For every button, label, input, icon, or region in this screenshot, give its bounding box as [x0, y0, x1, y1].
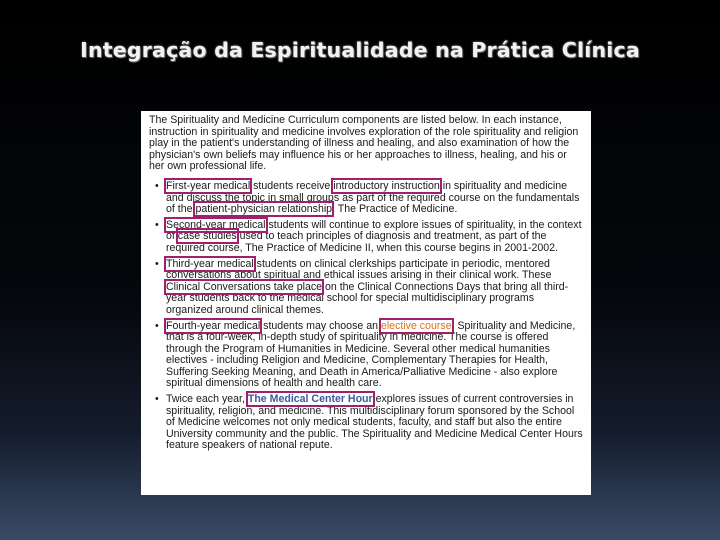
list-text: explores issues of current controversies in spirituality, religion, and medicine. This multidisciplinary forum sponsored by the School of Medicine welcomes not only medical students, faculty, and staff but also the entire University community and the public. The Spirituality and Medicine Medical Center Hours feature speakers of national repute. — [166, 393, 583, 452]
highlight-fourth-year-medical: Fourth-year medical — [166, 319, 261, 332]
highlight-introductory-instruction: introductory instruction — [333, 179, 440, 192]
list-text: in spirituality and medicine and discuss the topic in small groups as part of the required course on the fundamentals of the — [166, 179, 580, 216]
list-item-fourth-year — [166, 321, 583, 391]
list-text: , The Practice of Medicine. — [332, 203, 458, 216]
list-text: students on clinical clerkships participate in periodic, mentored conversations about spiritual and ethical issues arising in their clinical work. These — [166, 257, 552, 282]
curriculum-list — [149, 181, 583, 452]
highlight-medical-center-hour: The Medical Center Hour — [247, 393, 373, 406]
highlight-third-year-medical: Third-year medical — [166, 257, 254, 270]
list-text: students receive — [250, 179, 334, 192]
highlight-clinical-conversations: Clinical Conversations take place — [166, 280, 323, 293]
intro-paragraph: The Spirituality and Medicine Curriculum components are listed below. In each instance, instruction in spirituality and medicine involves exploration of the role spirituality and religion play in the patient's understanding of illness and healing, and also examination of how the physician's own beliefs may influence his or her approaches to illness, healing, and his or her own professional life. — [149, 114, 579, 173]
highlight-patient-physician-relationship: patient-physician relationship — [195, 203, 333, 216]
list-item-medical-center-hour — [166, 394, 583, 452]
highlight-second-year-medical: Second-year medical — [166, 218, 266, 231]
document-excerpt — [141, 111, 591, 495]
highlight-elective-course: elective course — [380, 319, 452, 332]
list-text: used to teach principles of diagnosis and treatment, as part of the required course, The Practice of Medicine II, when this course begins in 2001-2002. — [166, 230, 558, 254]
list-item-third-year — [166, 259, 583, 317]
list-text: students may choose an — [260, 319, 381, 332]
highlight-first-year-medical: First-year medical — [166, 179, 251, 192]
list-item-second-year — [166, 220, 583, 255]
list-item-first-year — [166, 181, 583, 216]
slide-title: Integração da Espiritualidade na Prática Clínica — [80, 38, 640, 62]
list-text: Twice each year, — [166, 393, 248, 406]
highlight-case-studies: case studies — [177, 230, 237, 243]
list-text: on the Clinical Connections Days that bring all third-year students back to the medical school for special multidisciplinary programs organized around clinical themes. — [166, 280, 569, 316]
list-text: students will continue to explore issues of spirituality, in the context of — [166, 218, 582, 243]
list-text: , Spirituality and Medicine, that is a four-week, in-depth study of spirituality in medicine. The course is offered through the Program of Humanities in Medicine. Several other medical humanities electives - including Religion and Medicine, Complementary Therapies for Health, Suffering Seeking Meaning, and Death in America/Palliative Medicine - also explore spiritual dimensions of health and health care. — [166, 319, 576, 390]
